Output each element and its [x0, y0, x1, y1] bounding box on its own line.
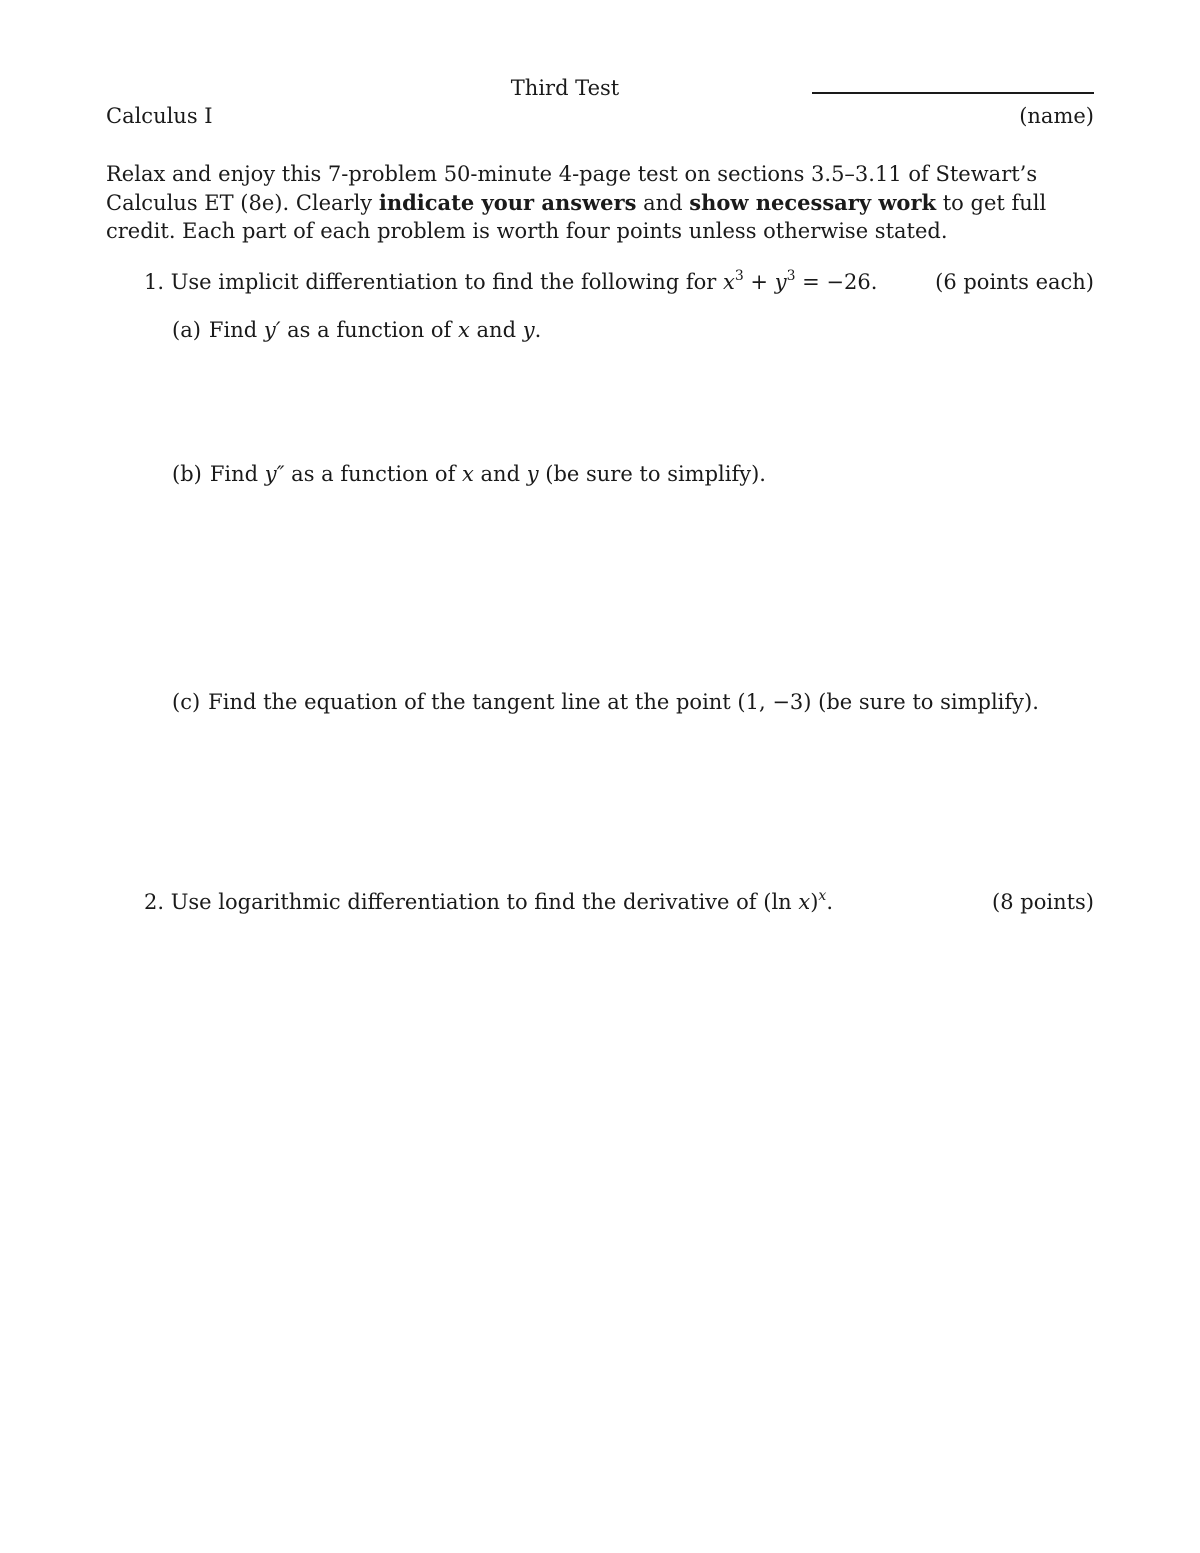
course-name: Calculus I	[106, 104, 213, 128]
part-text: as a function of	[280, 318, 458, 342]
problem-number: 1.	[143, 270, 164, 294]
problem-2	[132, 890, 833, 914]
intro-bold-work: show necessary work	[689, 189, 937, 215]
math-y-double-prime: y″	[264, 462, 285, 486]
math-x: x	[458, 318, 470, 342]
name-label: (name)	[1019, 104, 1094, 128]
intro-text: Relax and enjoy this 7-problem 50-minute 4-page test on sections 3.5–3.11 of Stewart’s Calculus ET (8e). Clearly	[106, 162, 1038, 215]
part-label: (b)	[172, 462, 202, 486]
part-text: and	[469, 318, 523, 342]
problem-1-points: (6 points each)	[935, 270, 1094, 294]
math-y: y	[526, 462, 539, 486]
problem-expression: (ln x)$^x$.	[763, 888, 833, 914]
part-text: as a function of	[284, 462, 463, 486]
part-label: (c)	[172, 690, 201, 714]
problem-1c	[172, 690, 1039, 714]
part-text: Find	[209, 462, 265, 486]
problem-2-points: (8 points)	[992, 890, 1094, 914]
part-text: .	[534, 318, 542, 342]
intro-text: and	[636, 190, 690, 215]
part-text: and	[473, 462, 527, 486]
part-text: Find the equation of the tangent line at the point (1, −3) (be sure to simplify).	[208, 690, 1039, 714]
part-text: (be sure to simplify).	[538, 462, 766, 486]
problem-text: Use logarithmic differentiation to find the derivative of	[170, 890, 764, 914]
name-blank-line[interactable]	[812, 92, 1094, 94]
intro-bold-answers: indicate your answers	[378, 189, 637, 215]
problem-1a	[172, 318, 541, 342]
page-title: Third Test	[510, 76, 620, 100]
problem-equation: $x^3 + y^3 = -26$.	[722, 268, 878, 294]
part-text: Find	[208, 318, 264, 342]
problem-text: Use implicit differentiation to find the following for	[170, 270, 723, 294]
math-x: x	[462, 462, 474, 486]
part-label: (a)	[172, 318, 201, 342]
math-y-prime: y′	[263, 318, 281, 342]
problem-number: 2.	[143, 890, 164, 914]
instructions-paragraph	[106, 160, 1096, 246]
math-y: y	[522, 318, 535, 342]
intro-text: to get full credit. Each part of each problem is worth four points unless otherwise stated.	[106, 190, 1047, 243]
problem-1	[132, 270, 877, 294]
problem-1b	[172, 462, 766, 486]
